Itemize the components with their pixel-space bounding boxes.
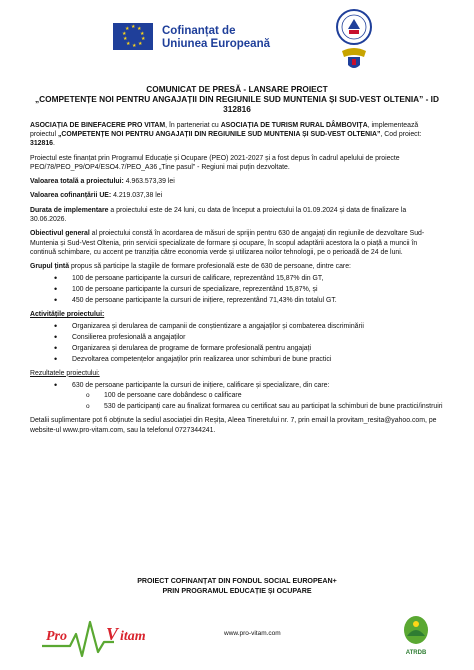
- results-sublist: [72, 391, 444, 411]
- total-value-line: [30, 177, 444, 186]
- intro-paragraph: [30, 121, 444, 149]
- partner-name: ASOCIAȚIA DE TURISM RURAL DÂMBOVIȚA: [220, 121, 368, 129]
- org-name: ASOCIAȚIA DE BINEFACERE PRO VITAM: [30, 121, 166, 129]
- intro-text: , în parteneriat cu: [165, 121, 221, 129]
- provitam-logo-icon: [40, 616, 190, 660]
- intro-text: , implementează proiectul: [30, 121, 419, 138]
- total-value-label: Valoarea totală a proiectului:: [30, 178, 124, 186]
- duration-paragraph: [30, 206, 444, 225]
- project-code: 312816: [30, 140, 53, 148]
- title-line-1: COMUNICAT DE PRESĂ - LANSARE PROIECT: [146, 84, 328, 94]
- ue-value-line: [30, 191, 444, 200]
- svg-text:V: V: [106, 624, 119, 644]
- intro-text: , Cod proiect:: [380, 130, 422, 138]
- activities-heading: Activitățile proiectului:: [30, 311, 105, 319]
- title-line-2: „COMPETENȚE NOI PENTRU ANGAJAȚII DIN REGIUNILE SUD MUNTENIA ȘI SUD-VEST OLTENIA” - ID 312816: [35, 94, 439, 115]
- svg-text:itam: itam: [120, 629, 146, 644]
- footer-line-1: PROIECT COFINANȚAT DIN FONDUL SOCIAL EUROPEAN+: [137, 577, 337, 585]
- total-value: 4.963.573,39 lei: [123, 178, 175, 186]
- page-title: [30, 84, 444, 115]
- eu-cofinancing-logo-text: [162, 25, 322, 51]
- header: [0, 0, 474, 78]
- list-item: [54, 381, 444, 411]
- list-item: • Dezvoltarea competențelor angajaților prin realizarea unor schimburi de bune practici: [54, 355, 444, 364]
- duration-text: a proiectului este de 24 luni, cu data de început a proiectului la 01.09.2024 și data de finalizare la 30.06.2026.: [30, 206, 407, 223]
- list-item: • Consilierea profesională a angajaților: [54, 333, 444, 342]
- ue-value: 4.219.037,38 lei: [111, 192, 163, 200]
- target-group-paragraph: [30, 262, 444, 271]
- results-list: [30, 381, 444, 411]
- target-group-label: Grupul țintă: [30, 263, 70, 271]
- svg-text:Pro: Pro: [46, 629, 67, 644]
- partner-logo-icon: [402, 614, 430, 658]
- footer-line-2: PRIN PROGRAMUL EDUCAȚIE ȘI OCUPARE: [162, 587, 312, 595]
- list-item: • 100 de persoane participante la cursuri de calificare, reprezentând 15,87% din GT,: [54, 274, 444, 283]
- ue-value-label: Valoarea cofinanțării UE:: [30, 192, 112, 200]
- result-text: 630 de persoane participante la cursuri de inițiere, calificare și specializare, din care:: [72, 382, 330, 390]
- activities-list: [30, 322, 444, 363]
- list-item: • 450 de persoane participante la cursuri de inițiere, reprezentând 71,43% din totalul GT.: [54, 296, 444, 305]
- target-group-text: propus să participe la stagiile de formare profesională este de 630 de persoane, dintre care:: [69, 263, 351, 271]
- sub-list-item: o 100 de persoane care dobândesc o calificare: [86, 391, 444, 400]
- list-item: • Organizarea și derularea de programe de formare profesională pentru angajați: [54, 344, 444, 353]
- eu-flag-icon: ★ ★ ★ ★ ★ ★ ★ ★ ★ ★: [113, 23, 153, 50]
- intro-text: .: [53, 140, 55, 148]
- results-heading: Rezultatele proiectului:: [30, 369, 100, 377]
- objective-label: Obiectivul general: [30, 230, 90, 238]
- list-item: • 100 de persoane participante la cursuri de specializare, reprezentând 15,87%, și: [54, 285, 444, 294]
- duration-label: Durata de implementare: [30, 206, 109, 214]
- logo-line-2: Uniunea Europeană: [162, 38, 270, 50]
- sub-list-item: o 530 de participanți care au finalizat formarea cu certificat sau au participat la schimburi de bune practici/instruiri: [86, 402, 444, 411]
- target-group-list: [30, 274, 444, 305]
- objective-paragraph: [30, 229, 444, 257]
- project-name: „COMPETENȚE NOI PENTRU ANGAJAȚII DIN REGIUNILE SUD MUNTENIA ȘI SUD-VEST OLTENIA”: [57, 130, 381, 138]
- svg-text:ATRDB: ATRDB: [405, 650, 427, 656]
- footer-title: [30, 576, 444, 596]
- main-content: [30, 84, 444, 440]
- financing-paragraph: Proiectul este finanțat prin Programul Educație și Ocupare (PEO) 2021-2027 și a fost depus în cadrul apelului de proiecte PEO/78/PEO_P9/OP4/ESO4.7/PEO_A36 „Tine pasul” - Regiuni mai puțin dezvoltate.: [30, 154, 400, 171]
- list-item: • Organizarea și derularea de campanii de conștientizare a angajaților și combaterea discriminării: [54, 322, 444, 331]
- contact-paragraph: Detalii suplimentare pot fi obținute la sediul asociației din Reșița, Aleea Tineretului nr. 7, prin email la provitam_resita@yahoo.com, pe website-ul www.pro-vitam.com, sau la telefonul 0727344241.: [30, 417, 437, 434]
- website-link[interactable]: www.pro-vitam.com: [224, 630, 281, 637]
- university-seal-icon: [336, 9, 372, 45]
- government-coat-of-arms-icon: [340, 47, 368, 72]
- logo-line-1: Cofinanțat de: [162, 25, 236, 37]
- objective-text: al proiectului constă în acordarea de măsuri de sprijin pentru 630 de angajați din regiunile de dezvoltare Sud-Muntenia și Sud-Vest Oltenia, prin servicii specializate de formare și ocupare, în scopul adaptării acestora la o piață a muncii în continuă schimbare, cu accent pe tranziția către economia verde și utilizarea noilor tehnologii, pe o perioadă de 24 de luni.: [30, 230, 425, 256]
